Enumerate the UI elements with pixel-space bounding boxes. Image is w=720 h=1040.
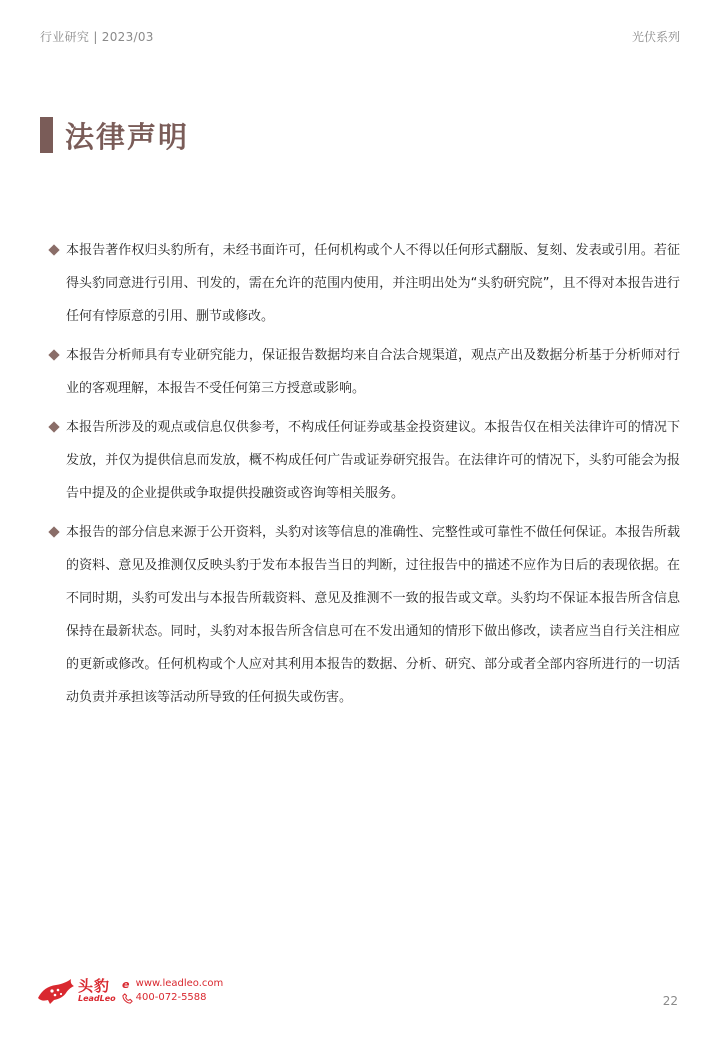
svg-text:e: e — [121, 978, 130, 990]
website-link[interactable]: www.leadleo.com — [135, 978, 224, 989]
disclaimer-item — [48, 234, 680, 333]
logo-chinese-name: 头豹 — [78, 977, 111, 995]
disclaimer-list — [48, 234, 680, 720]
diamond-bullet-icon — [48, 349, 59, 360]
page-number: 22 — [662, 994, 678, 1008]
logo-text — [78, 978, 116, 1004]
disclaimer-text: 本报告分析师具有专业研究能力，保证报告数据均来自合法合规渠道，观点产出及数据分析基于分析师对行业的客观理解，本报告不受任何第三方授意或影响。 — [66, 348, 680, 396]
web-e-icon — [122, 979, 133, 990]
footer-brand — [36, 976, 223, 1006]
page-title-block — [40, 116, 189, 154]
title-accent-bar — [40, 117, 53, 153]
phone-line — [122, 991, 224, 1005]
disclaimer-text: 本报告的部分信息来源于公开资料，头豹对该等信息的准确性、完整性或可靠性不做任何保证。本报告所载的资料、意见及推测仅反映头豹于发布本报告当日的判断，过往报告中的描述不应作为日后的表现依据。在不同时期，头豹可发出与本报告所载资料、意见及推测不一致的报告或文章。头豹均不保证本报告所含信息保持在最新状态。同时，头豹对本报告所含信息可在不发出通知的情形下做出修改，读者应当自行关注相应的更新或修改。任何机构或个人应对其利用本报告的数据、分析、研究、部分或者全部内容所进行的一切活动负责并承担该等活动所导致的任何损失或伤害。 — [66, 525, 680, 705]
contact-info — [122, 977, 224, 1005]
disclaimer-text: 本报告所涉及的观点或信息仅供参考，不构成任何证券或基金投资建议。本报告仅在相关法律许可的情况下发放，并仅为提供信息而发放，概不构成任何广告或证券研究报告。在法律许可的情况下，头豹可能会为报告中提及的企业提供或争取提供投融资或咨询等相关服务。 — [66, 420, 680, 501]
diamond-bullet-icon — [48, 421, 59, 432]
website-line[interactable] — [122, 977, 224, 991]
header-series-label: 光伏系列 — [631, 30, 680, 44]
disclaimer-text: 本报告著作权归头豹所有，未经书面许可，任何机构或个人不得以任何形式翻版、复刻、发表或引用。若征得头豹同意进行引用、刊发的，需在允许的范围内使用，并注明出处为“头豹研究院”，且不得对本报告进行任何有悖原意的引用、删节或修改。 — [66, 243, 680, 324]
page-title: 法律声明 — [65, 119, 190, 154]
phone-number: 400-072-5588 — [135, 992, 207, 1003]
diamond-bullet-icon — [48, 526, 59, 537]
disclaimer-item — [48, 339, 680, 405]
disclaimer-item — [48, 411, 680, 510]
header-section-label: 行业研究 | 2023/03 — [40, 30, 154, 44]
diamond-bullet-icon — [48, 244, 59, 255]
logo-english-name: LeadLeo — [78, 994, 116, 1003]
phone-icon — [122, 993, 133, 1004]
leopard-logo-icon — [36, 976, 76, 1006]
disclaimer-item — [48, 516, 680, 714]
